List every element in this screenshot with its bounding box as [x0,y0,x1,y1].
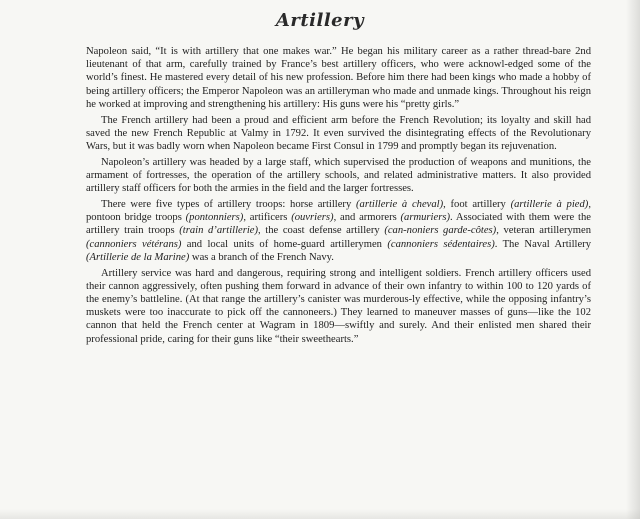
italic-term: (train d’artillerie) [179,225,259,237]
text-run: . Associated with them were the artillery train troops [86,212,591,237]
text-run: Artillery service was hard and dangerous, requiring strong and intelligent soldiers. French artillery officers used their cannon aggressively, often pushing them forward in advance of their own infantry to within 100 to 120 yards of the enemy’s battleline. (At that range the artillery’s canister was murderous-ly effective, while the opposing infantry’s muskets were too inaccurate to pick off the cannoneers.) They learned to maneuver masses of guns—like the 102 cannon that held the French center at Wagram in 1809—swiftly and surely. And their enlisted men shared their professional pride, caring for their guns like “their sweethearts.” [86,267,591,345]
paragraph-5 [86,267,591,346]
text-run: , pontoon bridge troops [86,199,591,224]
paragraph-4 [86,198,591,264]
text-run: Napoleon’s artillery was headed by a large staff, which supervised the production of weapons and munitions, the armament of fortresses, the operation of the artillery schools, and related administrative matters. It also provided artillery staff officers for both the armies in the field and the larger fortresses. [86,156,591,195]
text-run: , artificers [243,212,292,224]
article-body [86,45,591,348]
text-run: , foot artillery [443,199,511,211]
text-run: , and armorers [333,212,401,224]
page-bottom-shadow [0,509,640,519]
text-run: Napoleon said, “It is with artillery that one makes war.” He began his military career as a rather thread-bare 2nd lieutenant of that arm, carefully trained by France’s best artillery officers, who were acknowl-edged some of the world’s finest. He mastered every detail of his new profession. Before him there had been kings who made a hobby of being artillery officers; the Emperor Napoleon was an artilleryman who made and unmade kings. Throughout his reign he worked at improving and strengthening his artillery: His guns were his “pretty girls.” [86,46,591,110]
paragraph-1 [86,45,591,111]
italic-term: (can-noniers garde-côtes) [384,225,497,237]
italic-term: (Artillerie de la Marine) [86,251,190,263]
paragraph-2 [86,114,591,154]
page-title: Artillery [275,10,365,31]
paragraph-3 [86,156,591,196]
italic-term: (pontonniers) [185,212,244,224]
italic-term: (ouvriers) [291,212,334,224]
italic-term: (artillerie à cheval) [356,199,444,211]
text-run: There were five types of artillery troops: horse artillery [101,199,356,211]
page-edge-shadow [626,0,640,519]
italic-term: (artillerie à pied) [510,199,589,211]
text-run: The French artillery had been a proud and efficient arm before the French Revolution; its loyalty and skill had saved the new French Republic at Valmy in 1792. It even survived the disintegrating effects of the Revolutionary Wars, but it was badly worn when Napoleon became First Consul in 1799 and promptly began its rejuvenation. [86,114,591,153]
text-run: and local units of home-guard artillerymen [181,238,388,250]
text-run: was a branch of the French Navy. [189,251,334,263]
text-run: , the coast defense artillery [258,225,385,237]
italic-term: (armuriers) [400,212,450,224]
italic-term: (cannoniers vétérans) [86,238,182,250]
italic-term: (cannoniers sédentaires) [387,238,495,250]
text-run: , veteran artillerymen [496,225,592,237]
text-run: . The Naval Artillery [494,238,591,250]
